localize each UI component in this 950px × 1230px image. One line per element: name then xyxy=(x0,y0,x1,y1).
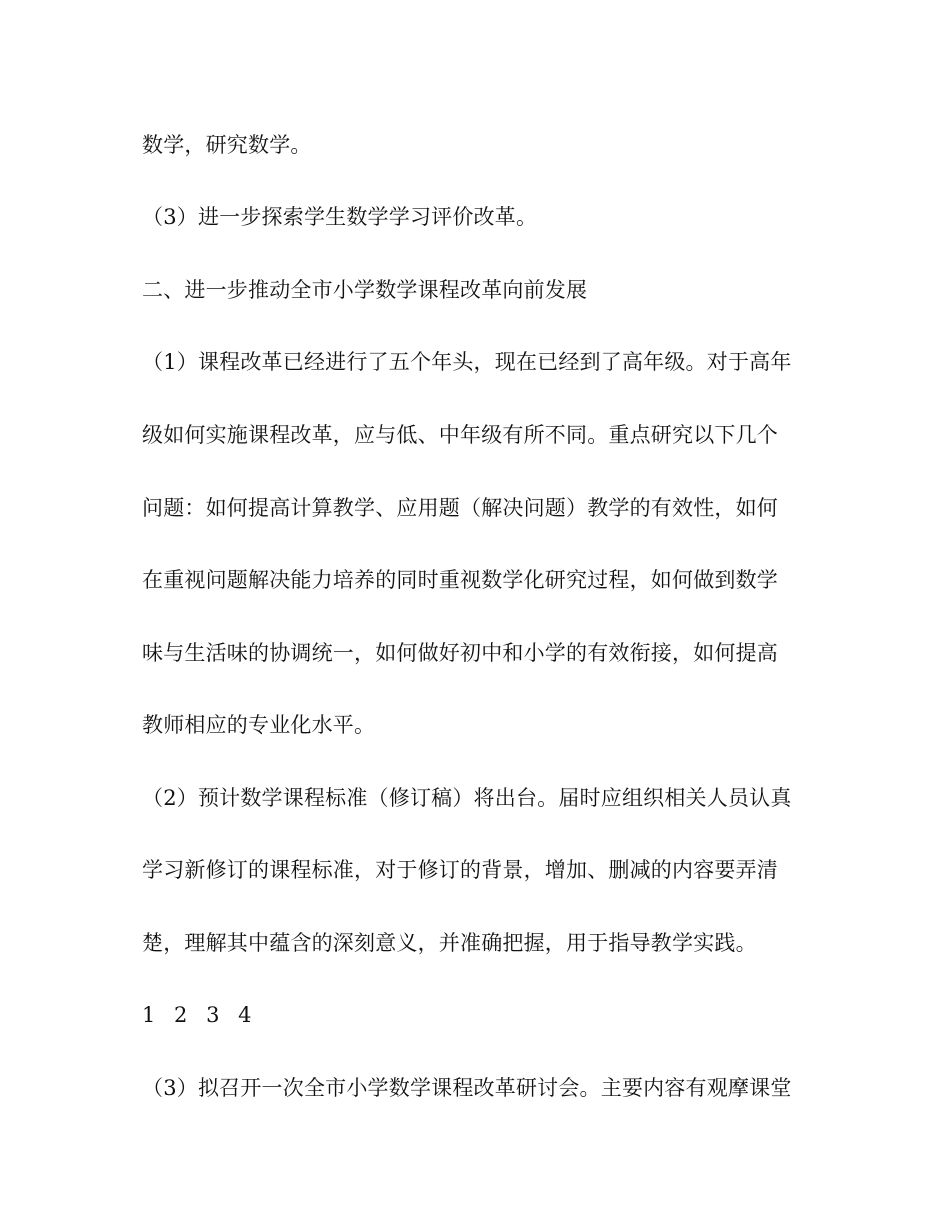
text-line-7: 在重视问题解决能力培养的同时重视数学化研究过程，如何做到数学 xyxy=(142,568,778,592)
section-heading: 二、进一步推动全市小学数学课程改革向前发展 xyxy=(142,278,588,302)
text-line-2: （3）进一步探索学生数学学习评价改革。 xyxy=(142,205,538,229)
text-line-10: （2）预计数学课程标准（修订稿）将出台。届时应组织相关人员认真 xyxy=(142,786,792,810)
text-line-6: 问题：如何提高计算教学、应用题（解决问题）教学的有效性，如何 xyxy=(142,496,778,520)
text-line-1: 数学，研究数学。 xyxy=(142,133,312,157)
text-line-12: 楚，理解其中蕴含的深刻意义，并准确把握，用于指导教学实践。 xyxy=(142,931,757,955)
text-line-9: 教师相应的专业化水平。 xyxy=(142,713,376,737)
text-line-4: （1）课程改革已经进行了五个年头，现在已经到了高年级。对于高年 xyxy=(142,350,792,374)
text-line-11: 学习新修订的课程标准，对于修订的背景，增加、删减的内容要弄清 xyxy=(142,858,778,882)
text-line-8: 味与生活味的协调统一，如何做好初中和小学的有效衔接，如何提高 xyxy=(142,641,778,665)
text-line-13: （3）拟召开一次全市小学数学课程改革研讨会。主要内容有观摩课堂 xyxy=(142,1076,792,1100)
text-line-5: 级如何实施课程改革，应与低、中年级有所不同。重点研究以下几个 xyxy=(142,423,778,447)
page-numbers: 1 2 3 4 xyxy=(142,1003,258,1027)
